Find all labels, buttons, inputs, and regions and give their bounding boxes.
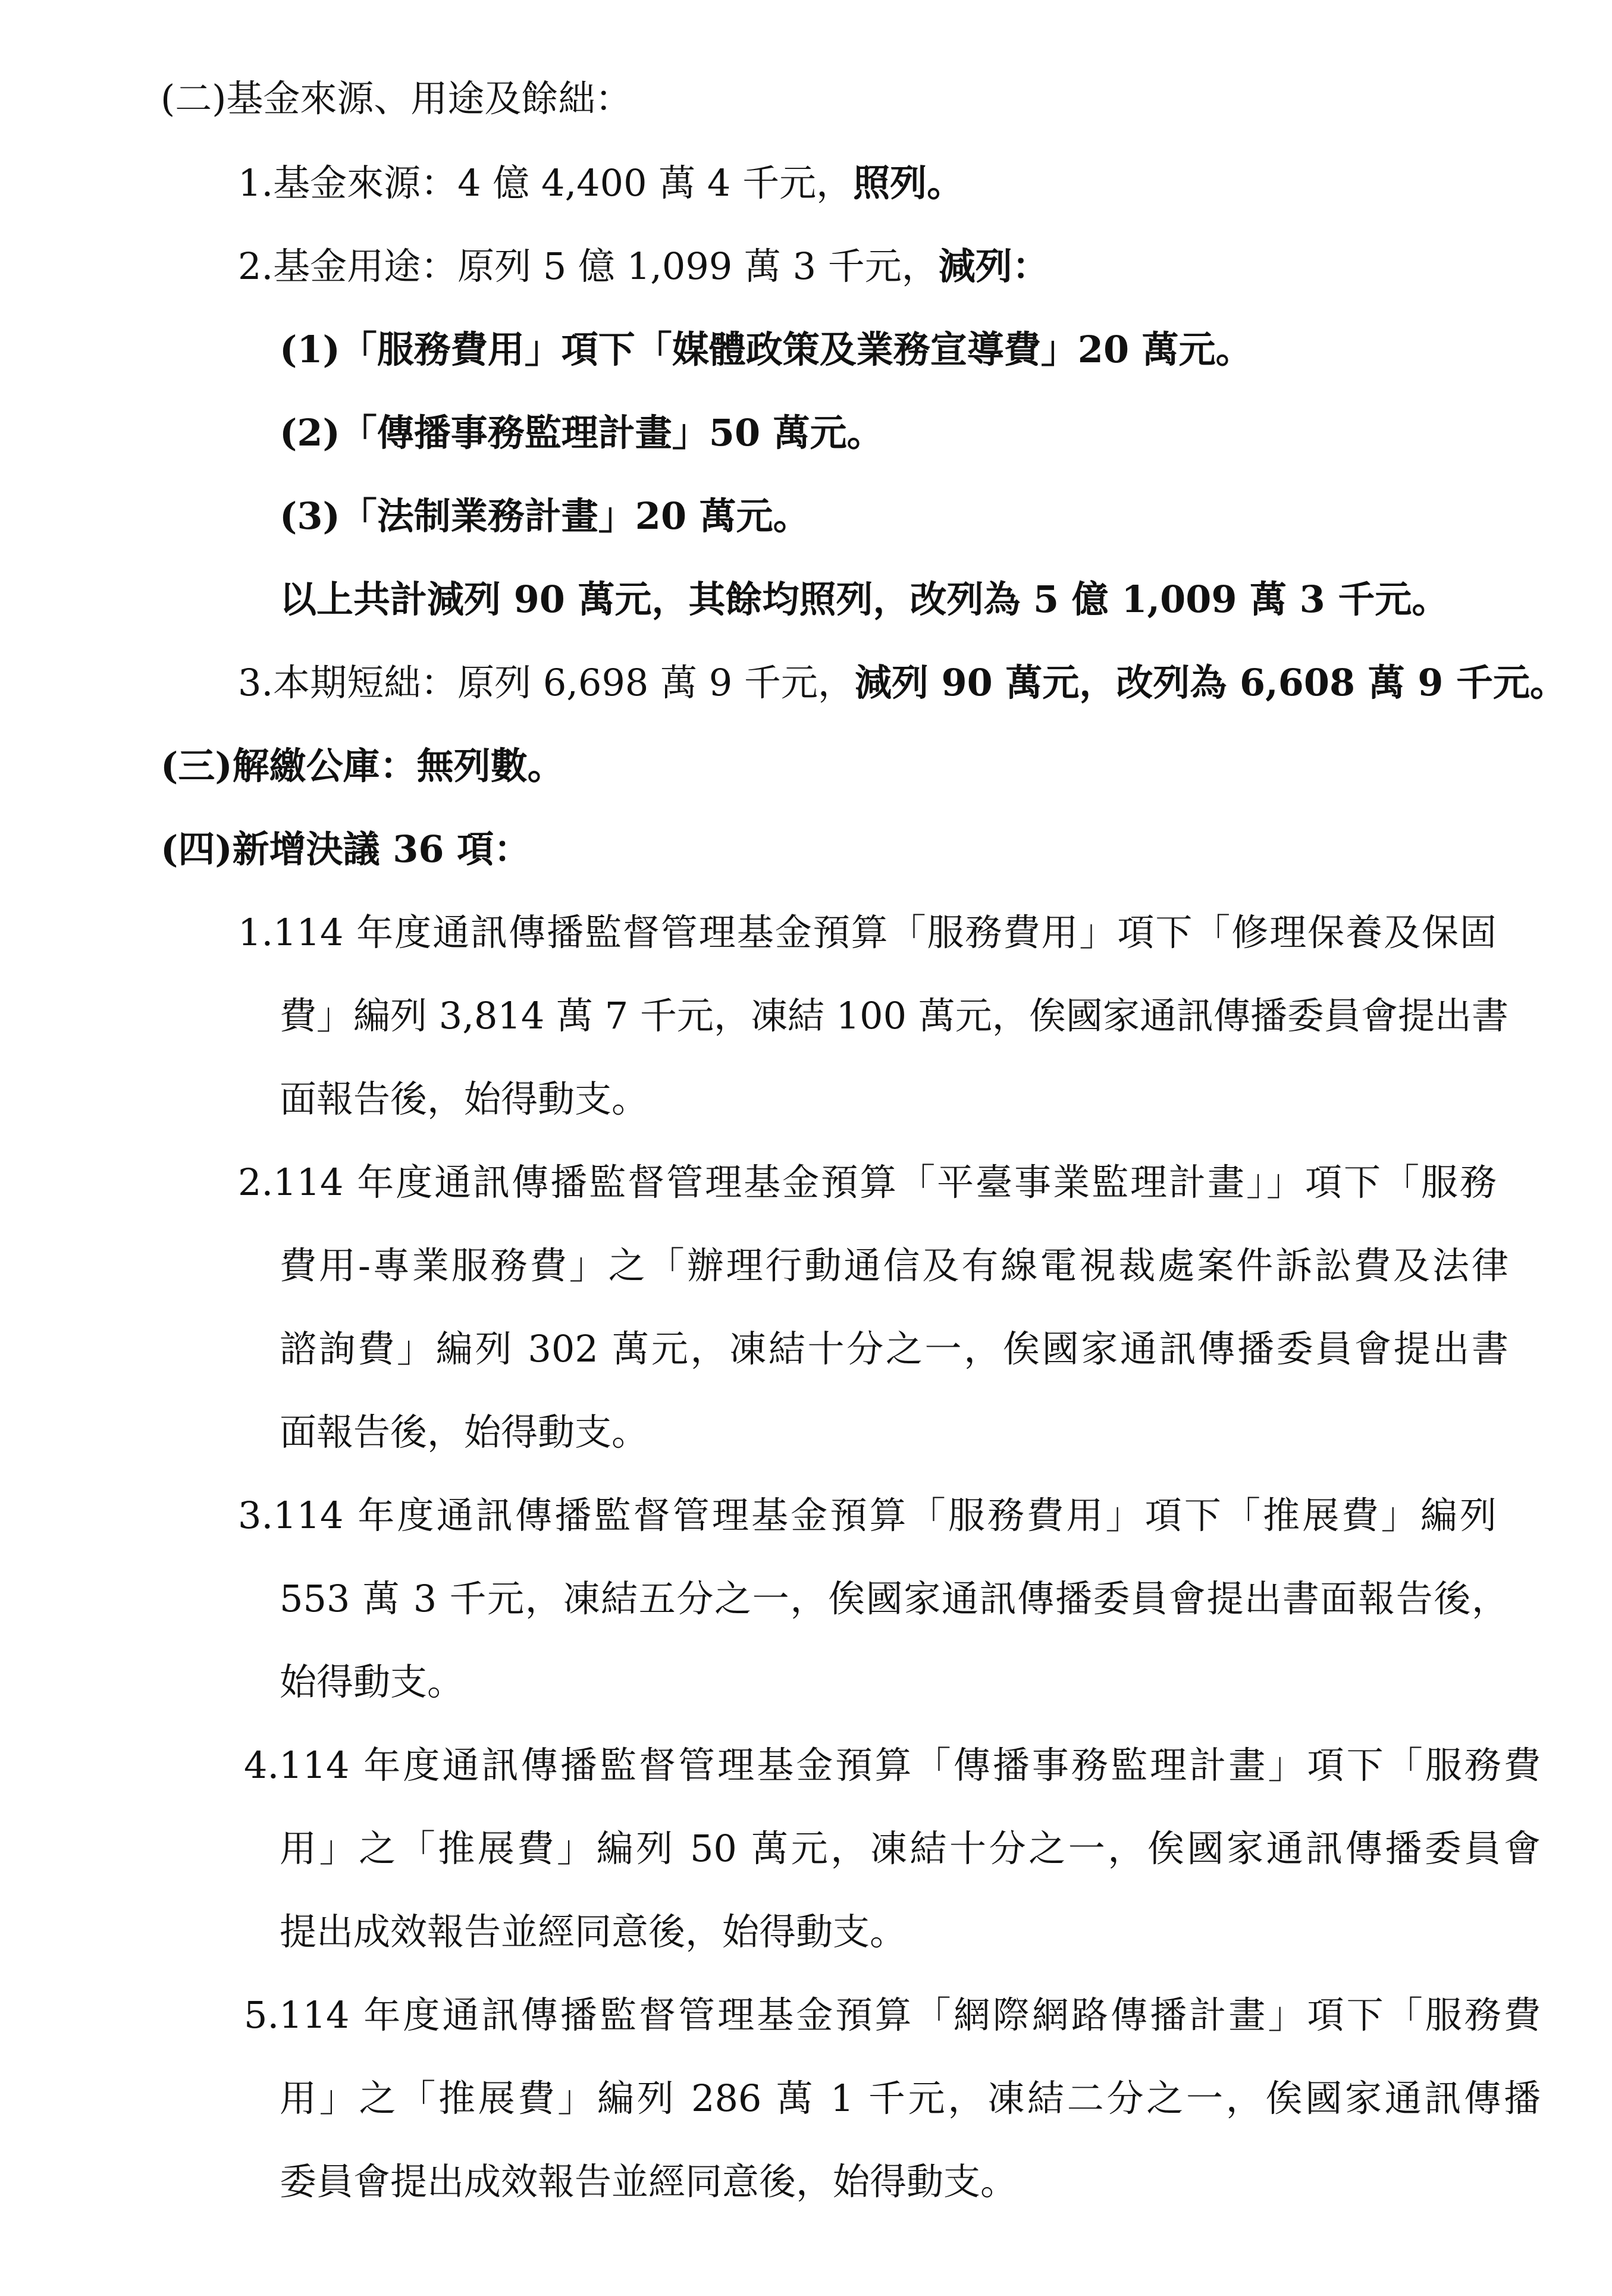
cut-item-1: (1)「服務費用」項下「媒體政策及業務宣導費」20 萬元。 bbox=[280, 328, 1253, 371]
resolution-5-line-2: 用」之「推展費」編列 286 萬 1 千元，凍結二分之一，俟國家通訊傳播 bbox=[280, 2077, 1541, 2120]
section-2-heading: (二)基金來源、用途及餘絀： bbox=[161, 77, 632, 120]
section-3-heading: (三)解繳公庫：無列數。 bbox=[161, 744, 564, 788]
resolution-3-line-2: 553 萬 3 千元，凍結五分之一，俟國家通訊傳播委員會提出書面報告後， bbox=[280, 1577, 1508, 1620]
fund-use-line bbox=[238, 244, 1049, 288]
resolution-2-line-2: 費用-專業服務費」之「辦理行動通信及有線電視裁處案件訴訟費及法律 bbox=[280, 1244, 1508, 1287]
resolution-2-line-3: 諮詢費」編列 302 萬元，凍結十分之一，俟國家通訊傳播委員會提出書 bbox=[280, 1327, 1508, 1370]
resolution-3-line-1: 3.114 年度通訊傳播監督管理基金預算「服務費用」項下「推展費」編列 bbox=[238, 1494, 1497, 1537]
resolution-1-line-3: 面報告後，始得動支。 bbox=[280, 1077, 649, 1121]
fund-source-text: 1.基金來源：4 億 4,400 萬 4 千元， bbox=[238, 161, 854, 205]
resolution-4-line-2: 用」之「推展費」編列 50 萬元，凍結十分之一，俟國家通訊傳播委員會 bbox=[280, 1827, 1541, 1870]
resolution-1-line-1: 1.114 年度通訊傳播監督管理基金預算「服務費用」項下「修理保養及保固 bbox=[238, 911, 1497, 954]
resolution-4-line-3: 提出成效報告並經同意後，始得動支。 bbox=[280, 1910, 907, 1953]
fund-source-line bbox=[238, 161, 964, 205]
short-fall-text: 3.本期短絀：原列 6,698 萬 9 千元， bbox=[238, 661, 855, 704]
fund-use-text: 2.基金用途：原列 5 億 1,099 萬 3 千元， bbox=[238, 244, 939, 288]
cut-total: 以上共計減列 90 萬元，其餘均照列，改列為 5 億 1,009 萬 3 千元。 bbox=[280, 578, 1449, 621]
resolution-4-line-1: 4.114 年度通訊傳播監督管理基金預算「傳播事務監理計畫」項下「服務費 bbox=[244, 1743, 1541, 1787]
resolution-3-line-3: 始得動支。 bbox=[280, 1660, 465, 1704]
cut-item-2: (2)「傳播事務監理計畫」50 萬元。 bbox=[280, 411, 884, 454]
section-4-heading: (四)新增決議 36 項： bbox=[161, 827, 531, 871]
cut-item-3: (3)「法制業務計畫」20 萬元。 bbox=[280, 494, 810, 538]
resolution-2-line-4: 面報告後，始得動支。 bbox=[280, 1410, 649, 1454]
resolution-2-line-1: 2.114 年度通訊傳播監督管理基金預算「平臺事業監理計畫」」項下「服務 bbox=[238, 1160, 1497, 1204]
resolution-1-line-2: 費」編列 3,814 萬 7 千元，凍結 100 萬元，俟國家通訊傳播委員會提出書 bbox=[280, 994, 1508, 1037]
resolution-5-line-1: 5.114 年度通訊傳播監督管理基金預算「網際網路傳播計畫」項下「服務費 bbox=[244, 1993, 1541, 2037]
resolution-5-line-3: 委員會提出成效報告並經同意後，始得動支。 bbox=[280, 2160, 1018, 2203]
short-fall-decision: 減列 90 萬元，改列為 6,608 萬 9 千元。 bbox=[854, 661, 1567, 704]
fund-source-decision: 照列。 bbox=[853, 161, 964, 205]
short-fall-line bbox=[238, 661, 1567, 704]
fund-use-decision: 減列： bbox=[938, 244, 1049, 288]
